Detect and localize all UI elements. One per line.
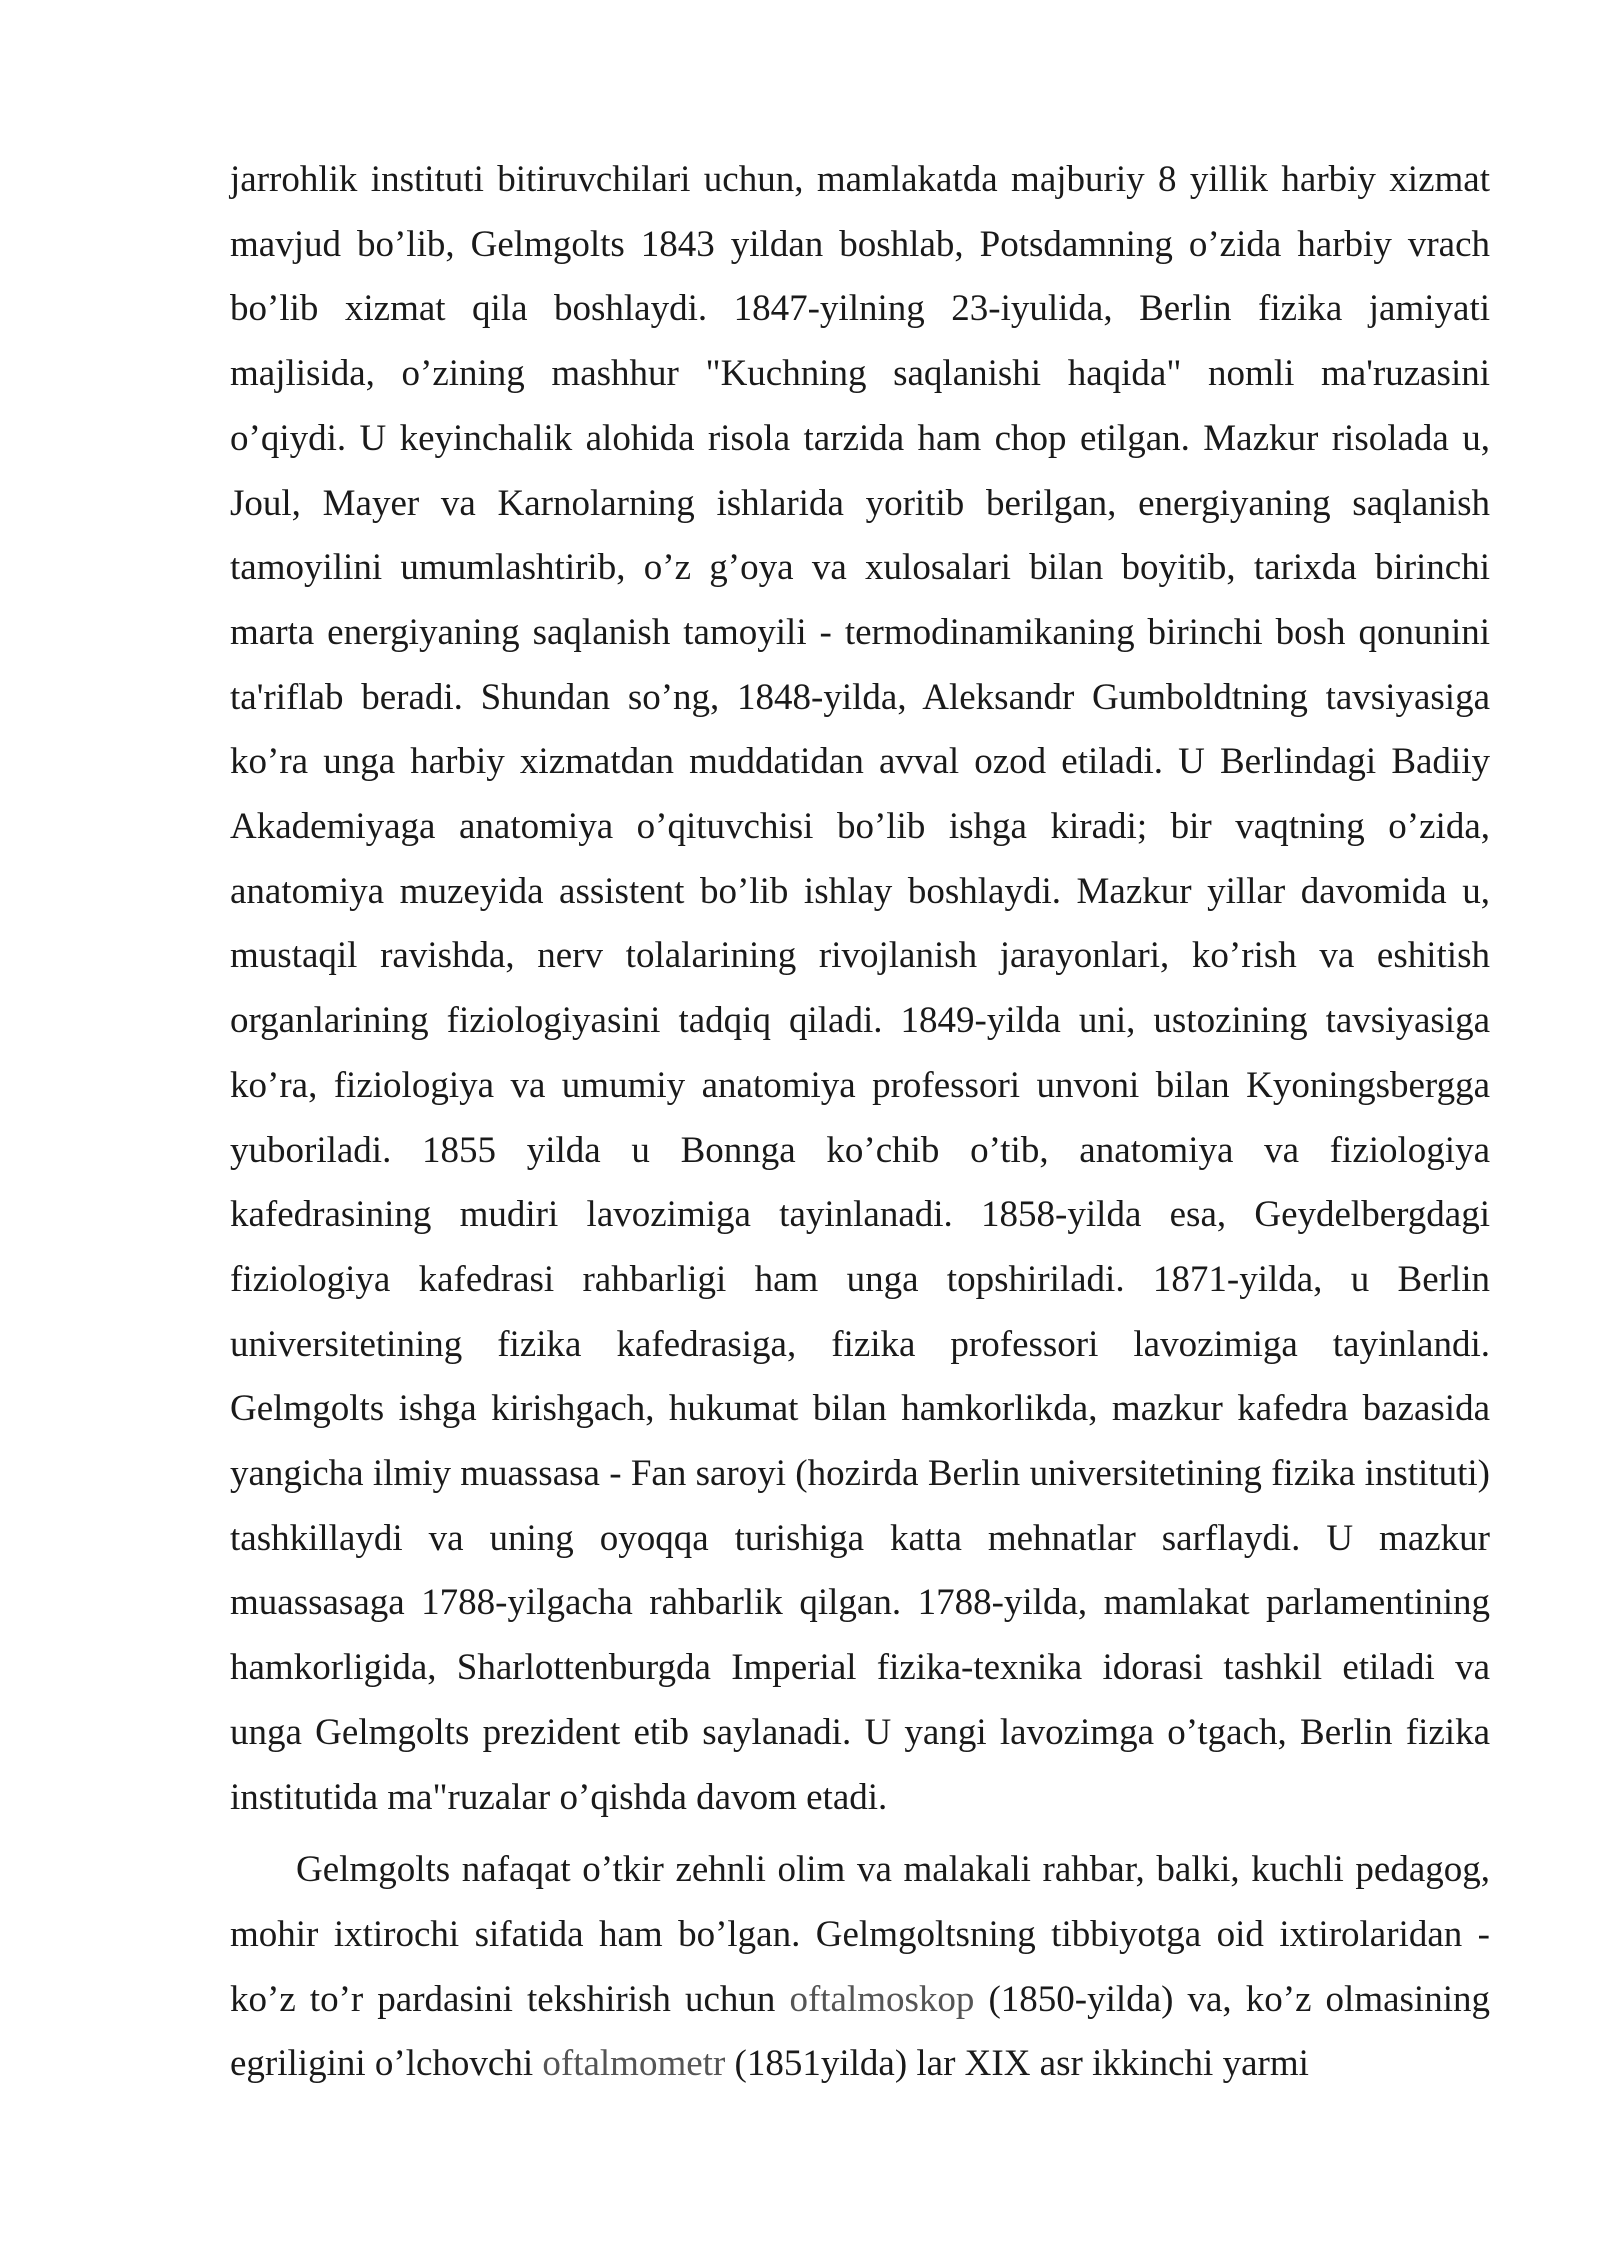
paragraph-2	[230, 1838, 1490, 2097]
paragraph-1: jarrohlik instituti bitiruvchilari uchun, mamlakatda majburiy 8 yillik harbiy xizmat mavjud bo’lib, Gelmgolts 1843 yildan boshlab, Potsdamning o’zida harbiy vrach bo’lib xizmat qila boshlaydi. 1847-yilning 23-iyulida, Berlin fizika jamiyati majlisida, o’zining mashhur "Kuchning saqlanishi haqida" nomli ma'ruzasini o’qiydi. U keyinchalik alohida risola tarzida ham chop etilgan. Mazkur risolada u, Joul, Mayer va Karnolarning ishlarida yoritib berilgan, energiyaning saqlanish tamoyilini umumlashtirib, o’z g’oya va xulosalari bilan boyitib, tarixda birinchi marta energiyaning saqlanish tamoyili - termodinamikaning birinchi bosh qonunini ta'riflab beradi. Shundan so’ng, 1848-yilda, Aleksandr Gumboldtning tavsiyasiga ko’ra unga harbiy xizmatdan muddatidan avval ozod etiladi. U Berlindagi Badiiy Akademiyaga anatomiya o’qituvchisi bo’lib ishga kiradi; bir vaqtning o’zida, anatomiya muzeyida assistent bo’lib ishlay boshlaydi. Mazkur yillar davomida u, mustaqil ravishda, nerv tolalarining rivojlanish jarayonlari, ko’rish va eshitish organlarining fiziologiyasini tadqiq qiladi. 1849-yilda uni, ustozining tavsiyasiga ko’ra, fiziologiya va umumiy anatomiya professori unvoni bilan Kyoningsbergga yuboriladi. 1855 yilda u Bonnga ko’chib o’tib, anatomiya va fiziologiya kafedrasining mudiri lavozimiga tayinlanadi. 1858-yilda esa, Geydelbergdagi fiziologiya kafedrasi rahbarligi ham unga topshiriladi. 1871-yilda, u Berlin universitetining fizika kafedrasiga, fizika professori lavozimiga tayinlandi. Gelmgolts ishga kirishgach, hukumat bilan hamkorlikda, mazkur kafedra bazasida yangicha ilmiy muassasa - Fan saroyi (hozirda Berlin universitetining fizika instituti) tashkillaydi va uning oyoqqa turishiga katta mehnatlar sarflaydi. U mazkur muassasaga 1788-yilgacha rahbarlik qilgan. 1788-yilda, mamlakat parlamentining hamkorligida, Sharlottenburgda Imperial fizika-texnika idorasi tashkil etiladi va unga Gelmgolts prezident etib saylanadi. U yangi lavozimga o’tgach, Berlin fizika institutida ma"ruzalar o’qishda davom etadi.	[230, 159, 1490, 1818]
paragraph-2-part-3: (1851yilda) lar XIX asr ikkinchi yarmi	[725, 2043, 1309, 2085]
term-oftalmometr: oftalmometr	[542, 2043, 726, 2085]
term-oftalmoskop: oftalmoskop	[789, 1978, 975, 2020]
paragraph-2-part-1: Gelmgolts nafaqat o’tkir zehnli olim va malakali rahbar, balki, kuchli pedagog, mohir ixtirochi sifatida ham bo’lgan. Gelmgoltsning tibbiyotga oid ixtirolaridan - ko’z to’r pardasini tekshirish uchun	[230, 1849, 1490, 2020]
document-body	[230, 148, 1490, 2097]
paragraph-2-part-2: (1850-yilda) va, ko’z olmasining egriligini o’lchovchi	[230, 1978, 1490, 2085]
